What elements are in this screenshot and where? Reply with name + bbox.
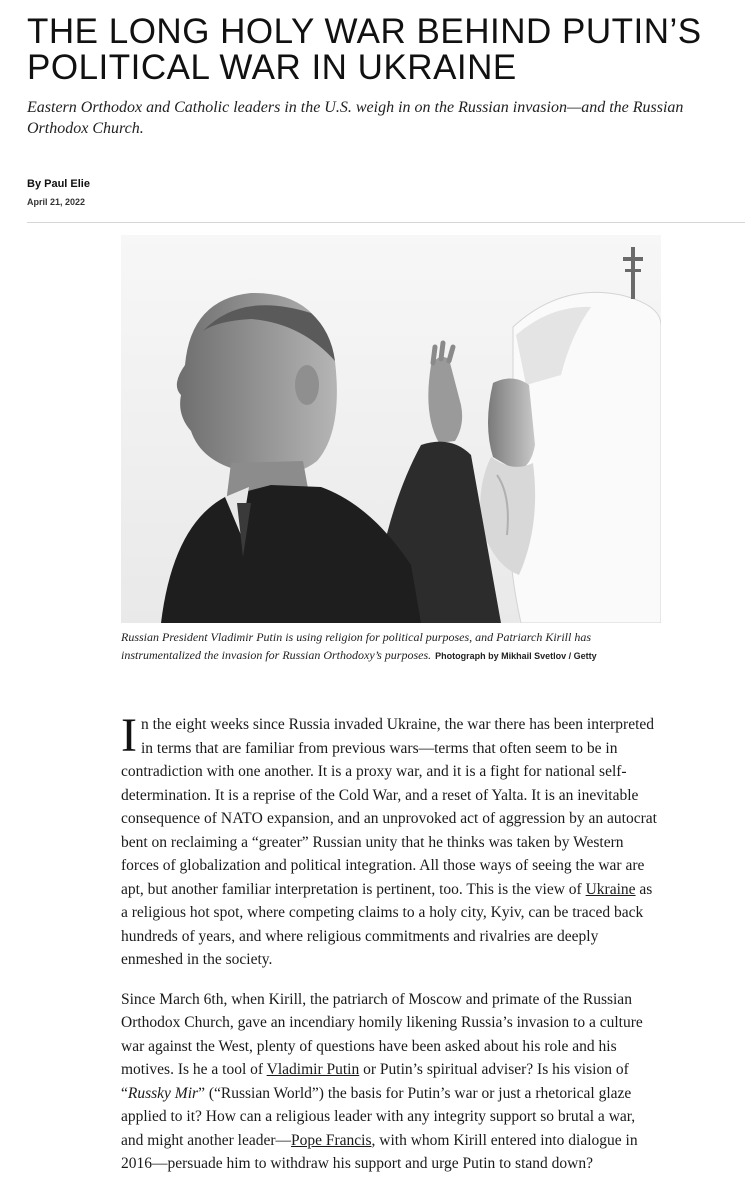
paragraph-text: Since March 6th, when Kirill, the patriarch of Moscow and primate of the Russian Orthodox Church, gave an incendiary homily likening Russia’s invasion to a culture war against the West, plenty of questions have been asked about his role and his motives. Is he a tool of bbox=[121, 990, 643, 1078]
article-dek: Eastern Orthodox and Catholic leaders in the U.S. weigh in on the Russian invasion—and the Russian Orthodox Church. bbox=[27, 99, 684, 137]
byline bbox=[27, 178, 90, 190]
byline-prefix: By bbox=[27, 178, 45, 190]
pope-francis-link[interactable]: Pope Francis bbox=[291, 1131, 372, 1149]
paragraph-text: n the eight weeks since Russia invaded Ukraine, the war there has been interpreted in terms that are familiar from previous wars—terms that often seem to be in contradiction with one another. It is a proxy war, and it is a fight for national self-determination. It is a reprise of the Cold War, and a reset of Yalta. It is an inevitable consequence of bbox=[121, 716, 655, 827]
paragraph-text: , with whom Kirill entered into dialogue in 2016—persuade him to withdraw his support and urge Putin to stand down? bbox=[121, 1131, 638, 1172]
paragraph-text: expansion, and an unprovoked act of aggression by an autocrat bent on reclaiming a “greater” Russian unity that he thinks was taken by Western forces of globalization and political integration. All those ways of seeing the war are apt, but another familiar interpretation is pertinent, too. This is the view of bbox=[121, 810, 657, 898]
article-headline: THE LONG HOLY WAR BEHIND PUTIN’S POLITICAL WAR IN UKRAINE bbox=[27, 12, 702, 87]
paragraph-text: ” (“Russian World”) the basis for Putin’s war or just a rhetorical glaze applied to it? How can a religious leader with any integrity support so brutal a war, and might another leader— bbox=[121, 1084, 636, 1149]
paragraph-text: as a religious hot spot, where competing claims to a holy city, Kyiv, can be traced back hundreds of years, and where religious commitments and rivalries are deeply enmeshed in the society. bbox=[121, 880, 653, 968]
body-paragraph bbox=[121, 988, 661, 1176]
russky-mir-term: Russky Mir bbox=[127, 1084, 199, 1102]
lead-photo-illustration bbox=[121, 235, 661, 623]
vladimir-putin-link[interactable]: Vladimir Putin bbox=[266, 1061, 360, 1078]
caption-text: Russian President Vladimir Putin is using religion for political purposes, and Patriarch Kirill has instrumentalized the invasion for Russian Orthodoxy’s purposes. bbox=[121, 630, 592, 662]
photo-credit: Photograph by Mikhail Svetlov / Getty bbox=[435, 651, 597, 661]
lead-photo bbox=[121, 235, 661, 623]
publish-date: April 21, 2022 bbox=[27, 197, 86, 207]
nato-abbrev: NATO bbox=[220, 810, 264, 827]
header-divider bbox=[27, 222, 745, 223]
drop-cap: I bbox=[121, 709, 137, 762]
author-link[interactable]: Paul Elie bbox=[44, 178, 90, 190]
article-body bbox=[121, 709, 661, 1192]
body-paragraph bbox=[121, 709, 661, 972]
paragraph-text: or Putin’s spiritual adviser? Is his vision of “ bbox=[121, 1061, 629, 1102]
ukraine-link[interactable]: Ukraine bbox=[585, 880, 636, 898]
photo-caption bbox=[121, 628, 661, 665]
